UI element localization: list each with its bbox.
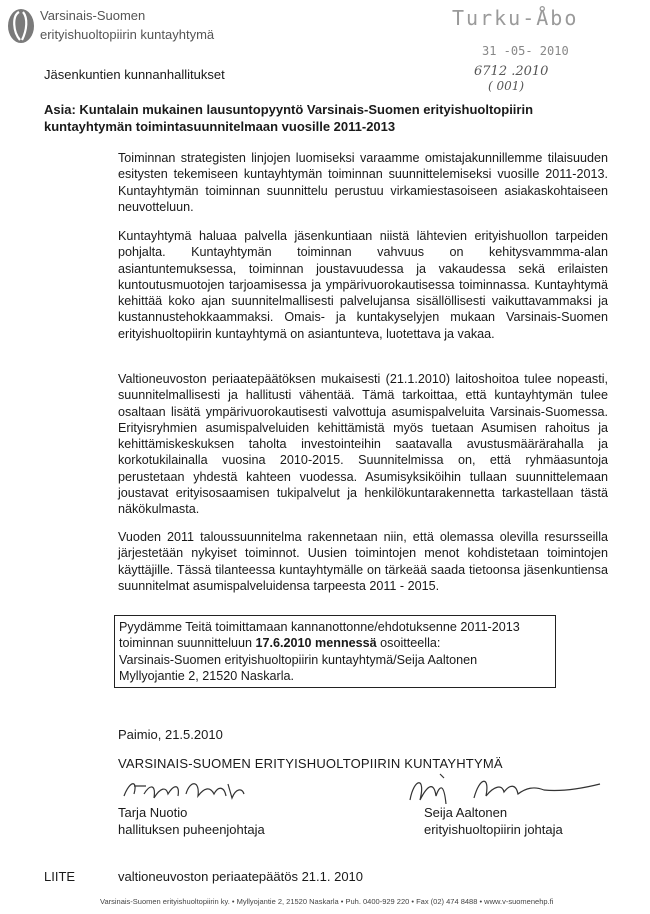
body-paragraph-4: Vuoden 2011 taloussuunnitelma rakennetaan niin, että olemassa olevilla resursseilla järjestetään nykyiset toiminnot. Uusien toimintojen menot kohdistetaan toimintojen käyttäjille. Tässä tilanteessa kuntayhtymälle on tärkeää saada tietoonsa jäsenkuntiensa suunnitelmat asumispalveluidensa tarpeesta 2011 - 2015. — [118, 530, 608, 593]
request-deadline: 17.6.2010 mennessä — [255, 636, 377, 651]
received-stamp-number: 6712 .2010 — [474, 64, 549, 79]
subject-heading: Asia: Kuntalain mukainen lausuntopyyntö Varsinais-Suomen erityishuoltopiirin kuntayhtymän toimintasuunnitelmaan vuosille 2011-2013 — [44, 102, 534, 134]
letter-footer: Varsinais-Suomen erityishuoltopiirin ky. • Myllyojantie 2, 21520 Naskarla • Puh. 0400-929 220 • Fax (02) 474 8488 • www.v-suomenehp.fi — [100, 897, 554, 906]
body-paragraph-1: Toiminnan strategisten linjojen luomiseksi varaamme omistajakunnillemme tilaisuuden esitysten tekemiseen kuntayhtymän toiminnan suunnittelemiseksi vuosille 2011-2013. Kuntayhtymän toiminnan suunnittelu perustuu virkamiestasoiseen asiakaskohtaiseen neuvotteluun. — [118, 151, 608, 214]
signatory-2-name: Seija Aaltonen — [424, 805, 508, 820]
received-stamp-subnumber: ( 001) — [488, 79, 525, 93]
attachment-text: valtioneuvoston periaatepäätös 21.1. 2010 — [118, 869, 364, 884]
received-stamp-city: Turku-Åbo — [452, 6, 579, 30]
handwritten-signature-1 — [120, 774, 250, 806]
request-text-end: osoitteella: — [376, 636, 441, 651]
signatory-2-title: erityishuoltopiirin johtaja — [424, 822, 563, 837]
signatory-1-title: hallituksen puheenjohtaja — [118, 822, 265, 837]
signatory-1-name: Tarja Nuotio — [118, 805, 188, 820]
body-paragraph-2: Kuntayhtymä haluaa palvella jäsenkuntiaan niistä lähtevien erityishuollon tarpeiden pohjalta. Kuntayhtymän toiminnan vahvuus on kehitysvammma-alan asiantuntemuksessa, toiminnan joustavuudessa ja vakaudessa sekä erilaisten kuntoutusmuotojen tarjoamisessa ja ympärivuorokautisessa toiminnassa. Kuntayhtymä kehittää koko ajan suunnitelmallisesti palvelujansa sisällöllisesti vaikuttavammaksi ja kustannustehokkaammaksi. Omais- ja kuntakyselyjen mukaan Varsinais-Suomen erityishuoltopiirin kuntayhtymä on asiantunteva, luotettava ja vakaa. — [118, 229, 608, 341]
recipient: Jäsenkuntien kunnanhallitukset — [44, 67, 225, 82]
attachment-label: LIITE — [44, 869, 76, 884]
letterhead-org-line1: Varsinais-Suomen — [40, 8, 146, 23]
request-box — [114, 615, 556, 688]
request-address-line2: Myllyojantie 2, 21520 Naskarla. — [119, 668, 295, 683]
received-stamp-date: 31 -05- 2010 — [482, 44, 569, 58]
request-address-line1: Varsinais-Suomen erityishuoltopiirin kuntayhtymä/Seija Aaltonen — [119, 652, 478, 667]
body-paragraph-3: Valtioneuvoston periaatepäätöksen mukaisesti (21.1.2010) laitoshoitoa tulee nopeasti, suunnitelmallisesti ja hallitusti vähentää. Tämä tarkoittaa, että kuntayhtymän tulee osaltaan lisätä ympärivuorokautisesti valvottuja asumispalveluita Varsinais-Suomessa. Erityisryhmien asumispalveluiden kehittämistä myös tuetaan Asumisen rahoitus ja kehittämiskeskuksen taholta investointeihin saatavalla avustusmäärärahalla ja korkotukilainalla vuosina 2010-2015. Suunnitelmissa on, että ryhmäasuntoja perustetaan yhdestä kahteen vuodessa. Asumisyksiköihin tullaan suunnittelemaan joustavat erityisosaamisen tukipalvelut ja henkilökuntarakennetta tarkastellaan tästä näkökulmasta. — [118, 372, 608, 517]
signature-organization: VARSINAIS-SUOMEN ERITYISHUOLTOPIIRIN KUNTAYHTYMÄ — [118, 756, 503, 771]
handwritten-signature-2 — [404, 770, 604, 810]
organization-logo-icon — [6, 6, 36, 46]
letterhead-org-line2: erityishuoltopiirin kuntayhtymä — [40, 27, 215, 42]
request-text: Pyydämme Teitä toimittamaan kannanottonne/ehdotuksenne 2011-2013 toiminnan suunnitteluun — [119, 620, 520, 651]
place-and-date: Paimio, 21.5.2010 — [118, 727, 223, 742]
